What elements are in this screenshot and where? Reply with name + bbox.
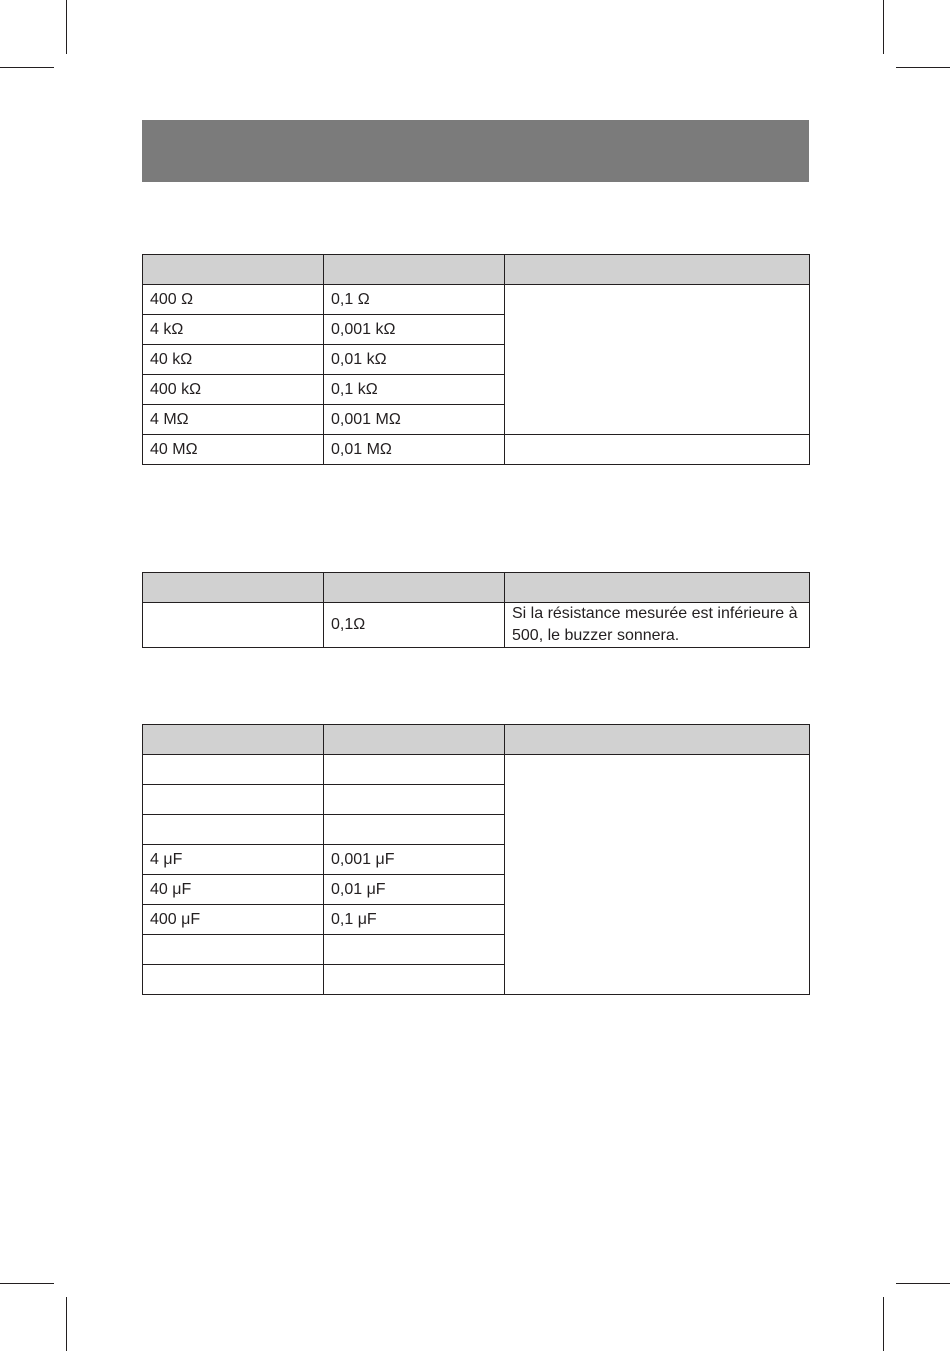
- crop-mark: [883, 0, 884, 54]
- range-cell: [143, 603, 324, 648]
- header-cell: [324, 255, 505, 285]
- range-cell: 40 MΩ: [143, 435, 324, 465]
- range-cell: 40 kΩ: [143, 345, 324, 375]
- range-cell: 4 MΩ: [143, 405, 324, 435]
- range-cell: [143, 755, 324, 785]
- resolution-cell: 0,01 MΩ: [324, 435, 505, 465]
- range-cell: [143, 815, 324, 845]
- resolution-cell: [324, 755, 505, 785]
- table-row: [143, 603, 810, 648]
- header-cell: [505, 573, 810, 603]
- crop-mark: [66, 0, 67, 54]
- capacitance-table: [142, 724, 810, 995]
- table-row: [143, 755, 810, 785]
- resolution-cell: [324, 815, 505, 845]
- range-cell: 40 μF: [143, 875, 324, 905]
- resolution-cell: 0,001 kΩ: [324, 315, 505, 345]
- resolution-cell: [324, 935, 505, 965]
- buzzer-note: Si la résistance mesurée est inférieure à 500, le buzzer sonnera.: [505, 603, 810, 648]
- crop-mark: [0, 1283, 54, 1284]
- table-header-row: [143, 255, 810, 285]
- resolution-cell: 0,1Ω: [324, 603, 505, 648]
- resolution-cell: 0,1 μF: [324, 905, 505, 935]
- header-cell: [324, 725, 505, 755]
- resolution-cell: 0,01 μF: [324, 875, 505, 905]
- resolution-cell: 0,001 μF: [324, 845, 505, 875]
- table-header-row: [143, 725, 810, 755]
- accuracy-cell: [505, 285, 810, 435]
- range-cell: 400 Ω: [143, 285, 324, 315]
- resolution-cell: 0,1 kΩ: [324, 375, 505, 405]
- range-cell: 4 kΩ: [143, 315, 324, 345]
- crop-mark: [896, 67, 950, 68]
- continuity-table: [142, 572, 810, 648]
- crop-mark: [896, 1283, 950, 1284]
- range-cell: 400 kΩ: [143, 375, 324, 405]
- header-cell: [505, 725, 810, 755]
- table-row: [143, 435, 810, 465]
- crop-mark: [0, 67, 54, 68]
- resolution-cell: 0,1 Ω: [324, 285, 505, 315]
- resolution-cell: [324, 965, 505, 995]
- accuracy-cell: [505, 435, 810, 465]
- header-cell: [143, 573, 324, 603]
- resolution-cell: 0,001 MΩ: [324, 405, 505, 435]
- header-cell: [324, 573, 505, 603]
- header-cell: [143, 725, 324, 755]
- header-cell: [143, 255, 324, 285]
- crop-mark: [883, 1297, 884, 1351]
- section-header-band: [142, 120, 809, 182]
- range-cell: [143, 785, 324, 815]
- accuracy-cell: [505, 755, 810, 995]
- range-cell: [143, 965, 324, 995]
- range-cell: 4 μF: [143, 845, 324, 875]
- header-cell: [505, 255, 810, 285]
- table-row: [143, 285, 810, 315]
- range-cell: [143, 935, 324, 965]
- resolution-cell: 0,01 kΩ: [324, 345, 505, 375]
- table-header-row: [143, 573, 810, 603]
- resolution-cell: [324, 785, 505, 815]
- crop-mark: [66, 1297, 67, 1351]
- resistance-table: [142, 254, 810, 465]
- range-cell: 400 μF: [143, 905, 324, 935]
